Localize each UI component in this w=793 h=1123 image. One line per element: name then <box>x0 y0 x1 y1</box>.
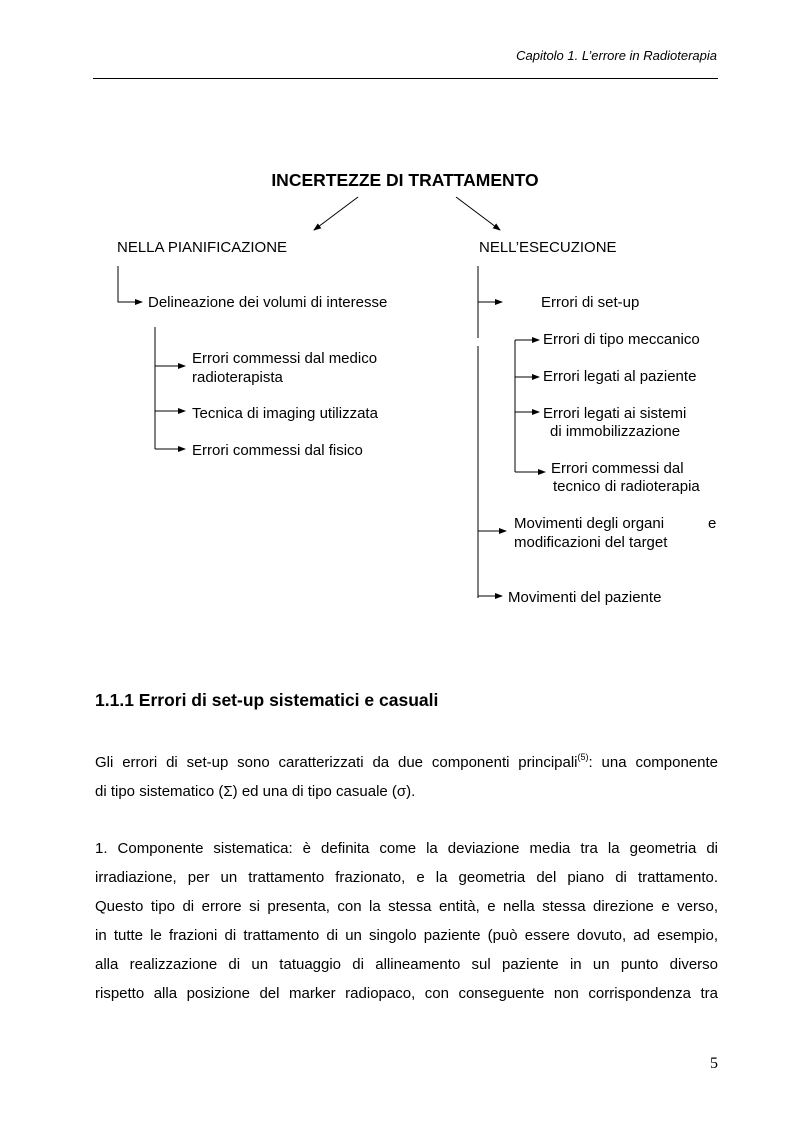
arrow-to-left-branch <box>314 197 358 230</box>
paragraph-intro-line-2: di tipo sistematico (Σ) ed una di tipo casuale (σ). <box>95 783 416 800</box>
right-sub-errori-tecnico: Errori commessi dal <box>551 460 684 477</box>
paragraph-line: rispetto alla posizione del marker radiopaco, con conseguente non corrispondenza tra <box>95 985 718 1002</box>
paragraph-intro <box>95 748 718 806</box>
paragraph-line: irradiazione, per un trattamento frazionato, e la geometria del piano di trattamento. <box>95 869 718 886</box>
right-item-movimenti-paziente: Movimenti del paziente <box>508 589 662 606</box>
paragraph-line: alla realizzazione di un tatuaggio di allineamento sul paziente in un punto diverso <box>95 956 718 973</box>
left-branch-heading: NELLA PIANIFICAZIONE <box>117 239 288 256</box>
right-sub-legati-sistemi: Errori legati ai sistemi <box>543 405 687 422</box>
diagram-title: INCERTEZZE DI TRATTAMENTO <box>271 170 539 190</box>
right-sub-tipo-meccanico: Errori di tipo meccanico <box>543 331 700 348</box>
left-item-delineazione: Delineazione dei volumi di interesse <box>148 294 388 311</box>
left-sub-radioterapista: radioterapista <box>192 369 283 386</box>
right-item-movimenti-organi-end: e <box>708 515 717 532</box>
citation-ref: (5) <box>577 752 589 762</box>
left-sub-errori-medico: Errori commessi dal medico <box>192 350 378 367</box>
arrow-to-right-branch <box>456 197 500 230</box>
left-sub-errori-fisico: Errori commessi dal fisico <box>192 442 363 459</box>
right-item-modificazioni-target: modificazioni del target <box>514 534 668 551</box>
right-sub-tecnico-radioterapia: tecnico di radioterapia <box>553 478 700 495</box>
right-item-movimenti-organi: Movimenti degli organi <box>514 515 665 532</box>
right-item-errori-setup: Errori di set-up <box>541 294 640 311</box>
right-branch-heading: NELL’ESECUZIONE <box>479 239 617 256</box>
right-sub-immobilizzazione: di immobilizzazione <box>550 423 681 440</box>
paragraph-line: in tutte le frazioni di trattamento di un singolo paziente (può essere dovuto, ad esempio, <box>95 927 718 944</box>
running-header: Capitolo 1. L’errore in Radioterapia <box>516 48 717 63</box>
paragraph-intro-line-1: Gli errori di set-up sono caratterizzati da due componenti principali$^{(5)}$: una componente <box>95 752 719 771</box>
section-heading: 1.1.1 Errori di set-up sistematici e casuali <box>95 690 439 710</box>
paragraph-line: Questo tipo di errore si presenta, con la stessa entità, e nella stessa direzione e verso, <box>95 898 718 915</box>
paragraph-sistematica <box>95 834 718 1008</box>
left-sub-tecnica-imaging: Tecnica di imaging utilizzata <box>192 405 378 422</box>
right-sub-legati-paziente: Errori legati al paziente <box>543 368 697 385</box>
paragraph-line: 1. Componente sistematica: è definita come la deviazione media tra la geometria di <box>95 840 718 857</box>
connector-delineazione <box>118 266 142 302</box>
page-number: 5 <box>710 1055 718 1072</box>
